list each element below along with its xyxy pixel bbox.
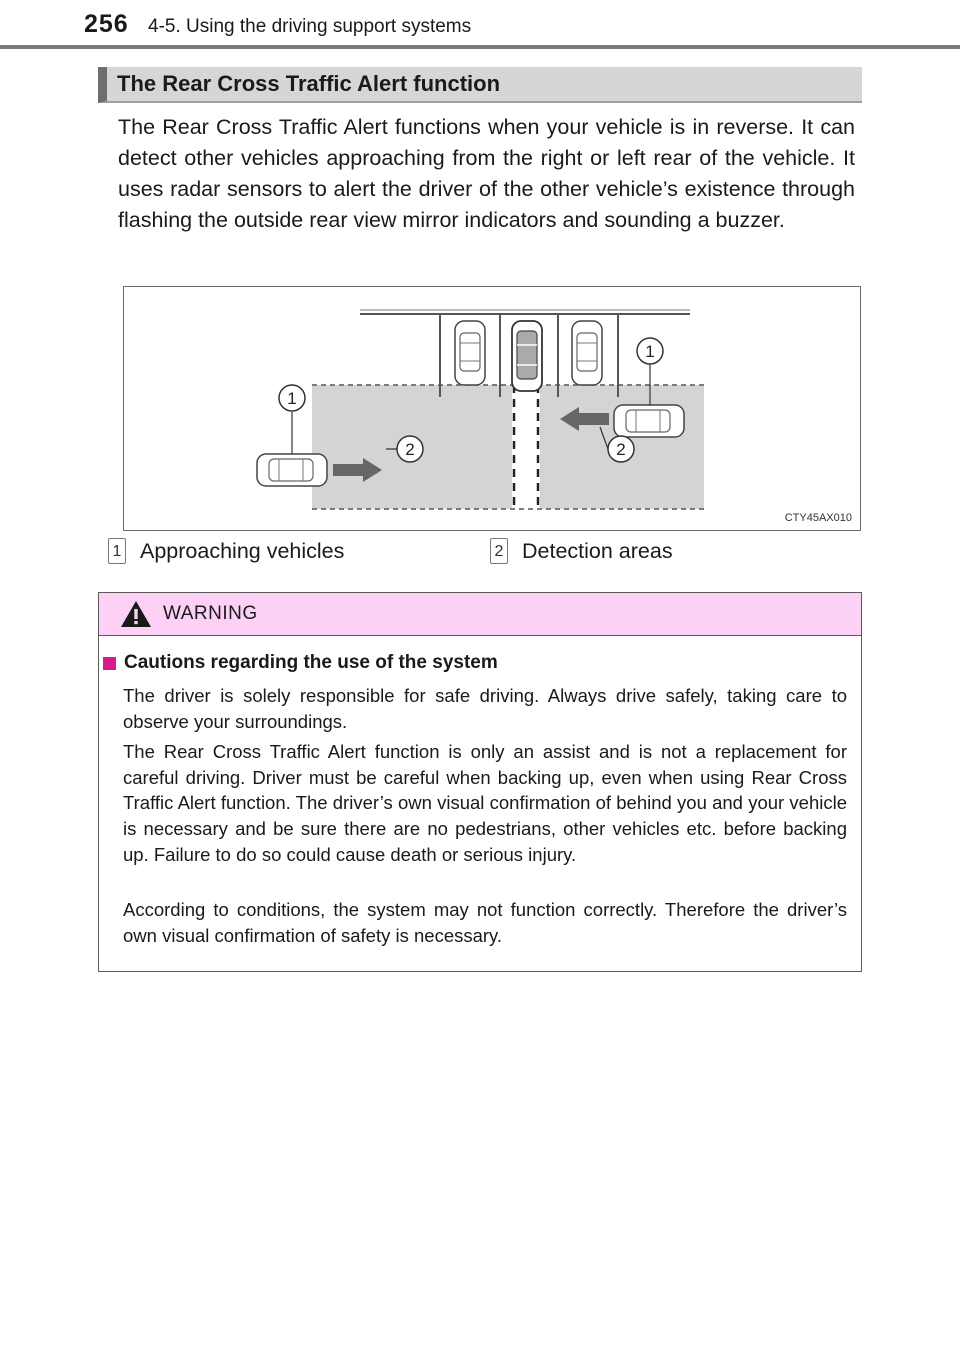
svg-text:1: 1 bbox=[645, 342, 655, 361]
warning-label: WARNING bbox=[163, 603, 258, 624]
warning-paragraph: According to conditions, the system may not function correctly. Therefore the driver’s own visual confirmation of safety is necessary. bbox=[123, 899, 847, 946]
figure-code: CTY45AX010 bbox=[784, 512, 852, 524]
approaching-vehicle-right bbox=[614, 405, 684, 437]
figure-legend bbox=[0, 538, 960, 568]
own-vehicle bbox=[512, 321, 542, 391]
rcta-diagram bbox=[123, 286, 861, 531]
svg-text:2: 2 bbox=[616, 440, 626, 459]
running-header: 4-5. Using the driving support systems bbox=[148, 16, 472, 37]
warning-box bbox=[98, 592, 862, 972]
warning-header bbox=[99, 593, 861, 636]
header-divider bbox=[0, 45, 960, 49]
callout-marker bbox=[608, 436, 634, 462]
page-number: 256 bbox=[84, 10, 129, 38]
warning-subheading-text: Cautions regarding the use of the system bbox=[124, 652, 498, 673]
legend-number: 1 bbox=[108, 538, 126, 564]
legend-number: 2 bbox=[490, 538, 508, 564]
callout-marker bbox=[279, 385, 305, 411]
parking-lot-illustration bbox=[124, 287, 862, 532]
warning-subheading bbox=[103, 652, 498, 674]
intro-paragraph: The Rear Cross Traffic Alert functions when your vehicle is in reverse. It can detect other vehicles approaching from the right or left rear of the vehicle. It uses radar sensors to alert the driver of the other vehicle’s existence through flashing the outside rear view mirror indicators and sounding a buzzer. bbox=[118, 115, 855, 232]
callout-marker bbox=[397, 436, 423, 462]
section-heading: The Rear Cross Traffic Alert function bbox=[98, 67, 862, 103]
warning-triangle-icon bbox=[119, 599, 153, 629]
callout-marker bbox=[637, 338, 663, 364]
legend-item bbox=[490, 538, 673, 564]
svg-text:1: 1 bbox=[287, 389, 297, 408]
warning-paragraph: The Rear Cross Traffic Alert function is only an assist and is not a replacement for careful driving. Driver must be careful when backing up, even when using Rear Cross Traffic Alert function. The driver’s own visual confirmation of behind you and your vehicle is necessary and be sure there are no pedestrians, other vehicles etc. before backing up. Failure to do so could cause death or serious injury. bbox=[123, 741, 847, 865]
square-bullet-icon bbox=[103, 657, 116, 670]
parked-car bbox=[455, 321, 485, 385]
parked-car bbox=[572, 321, 602, 385]
legend-item bbox=[108, 538, 344, 564]
legend-label: Approaching vehicles bbox=[140, 538, 345, 563]
svg-text:2: 2 bbox=[405, 440, 415, 459]
warning-paragraph: The driver is solely responsible for safe driving. Always drive safely, taking care to observe your surroundings. bbox=[123, 685, 847, 732]
legend-label: Detection areas bbox=[522, 538, 673, 563]
approaching-vehicle-left bbox=[257, 454, 327, 486]
